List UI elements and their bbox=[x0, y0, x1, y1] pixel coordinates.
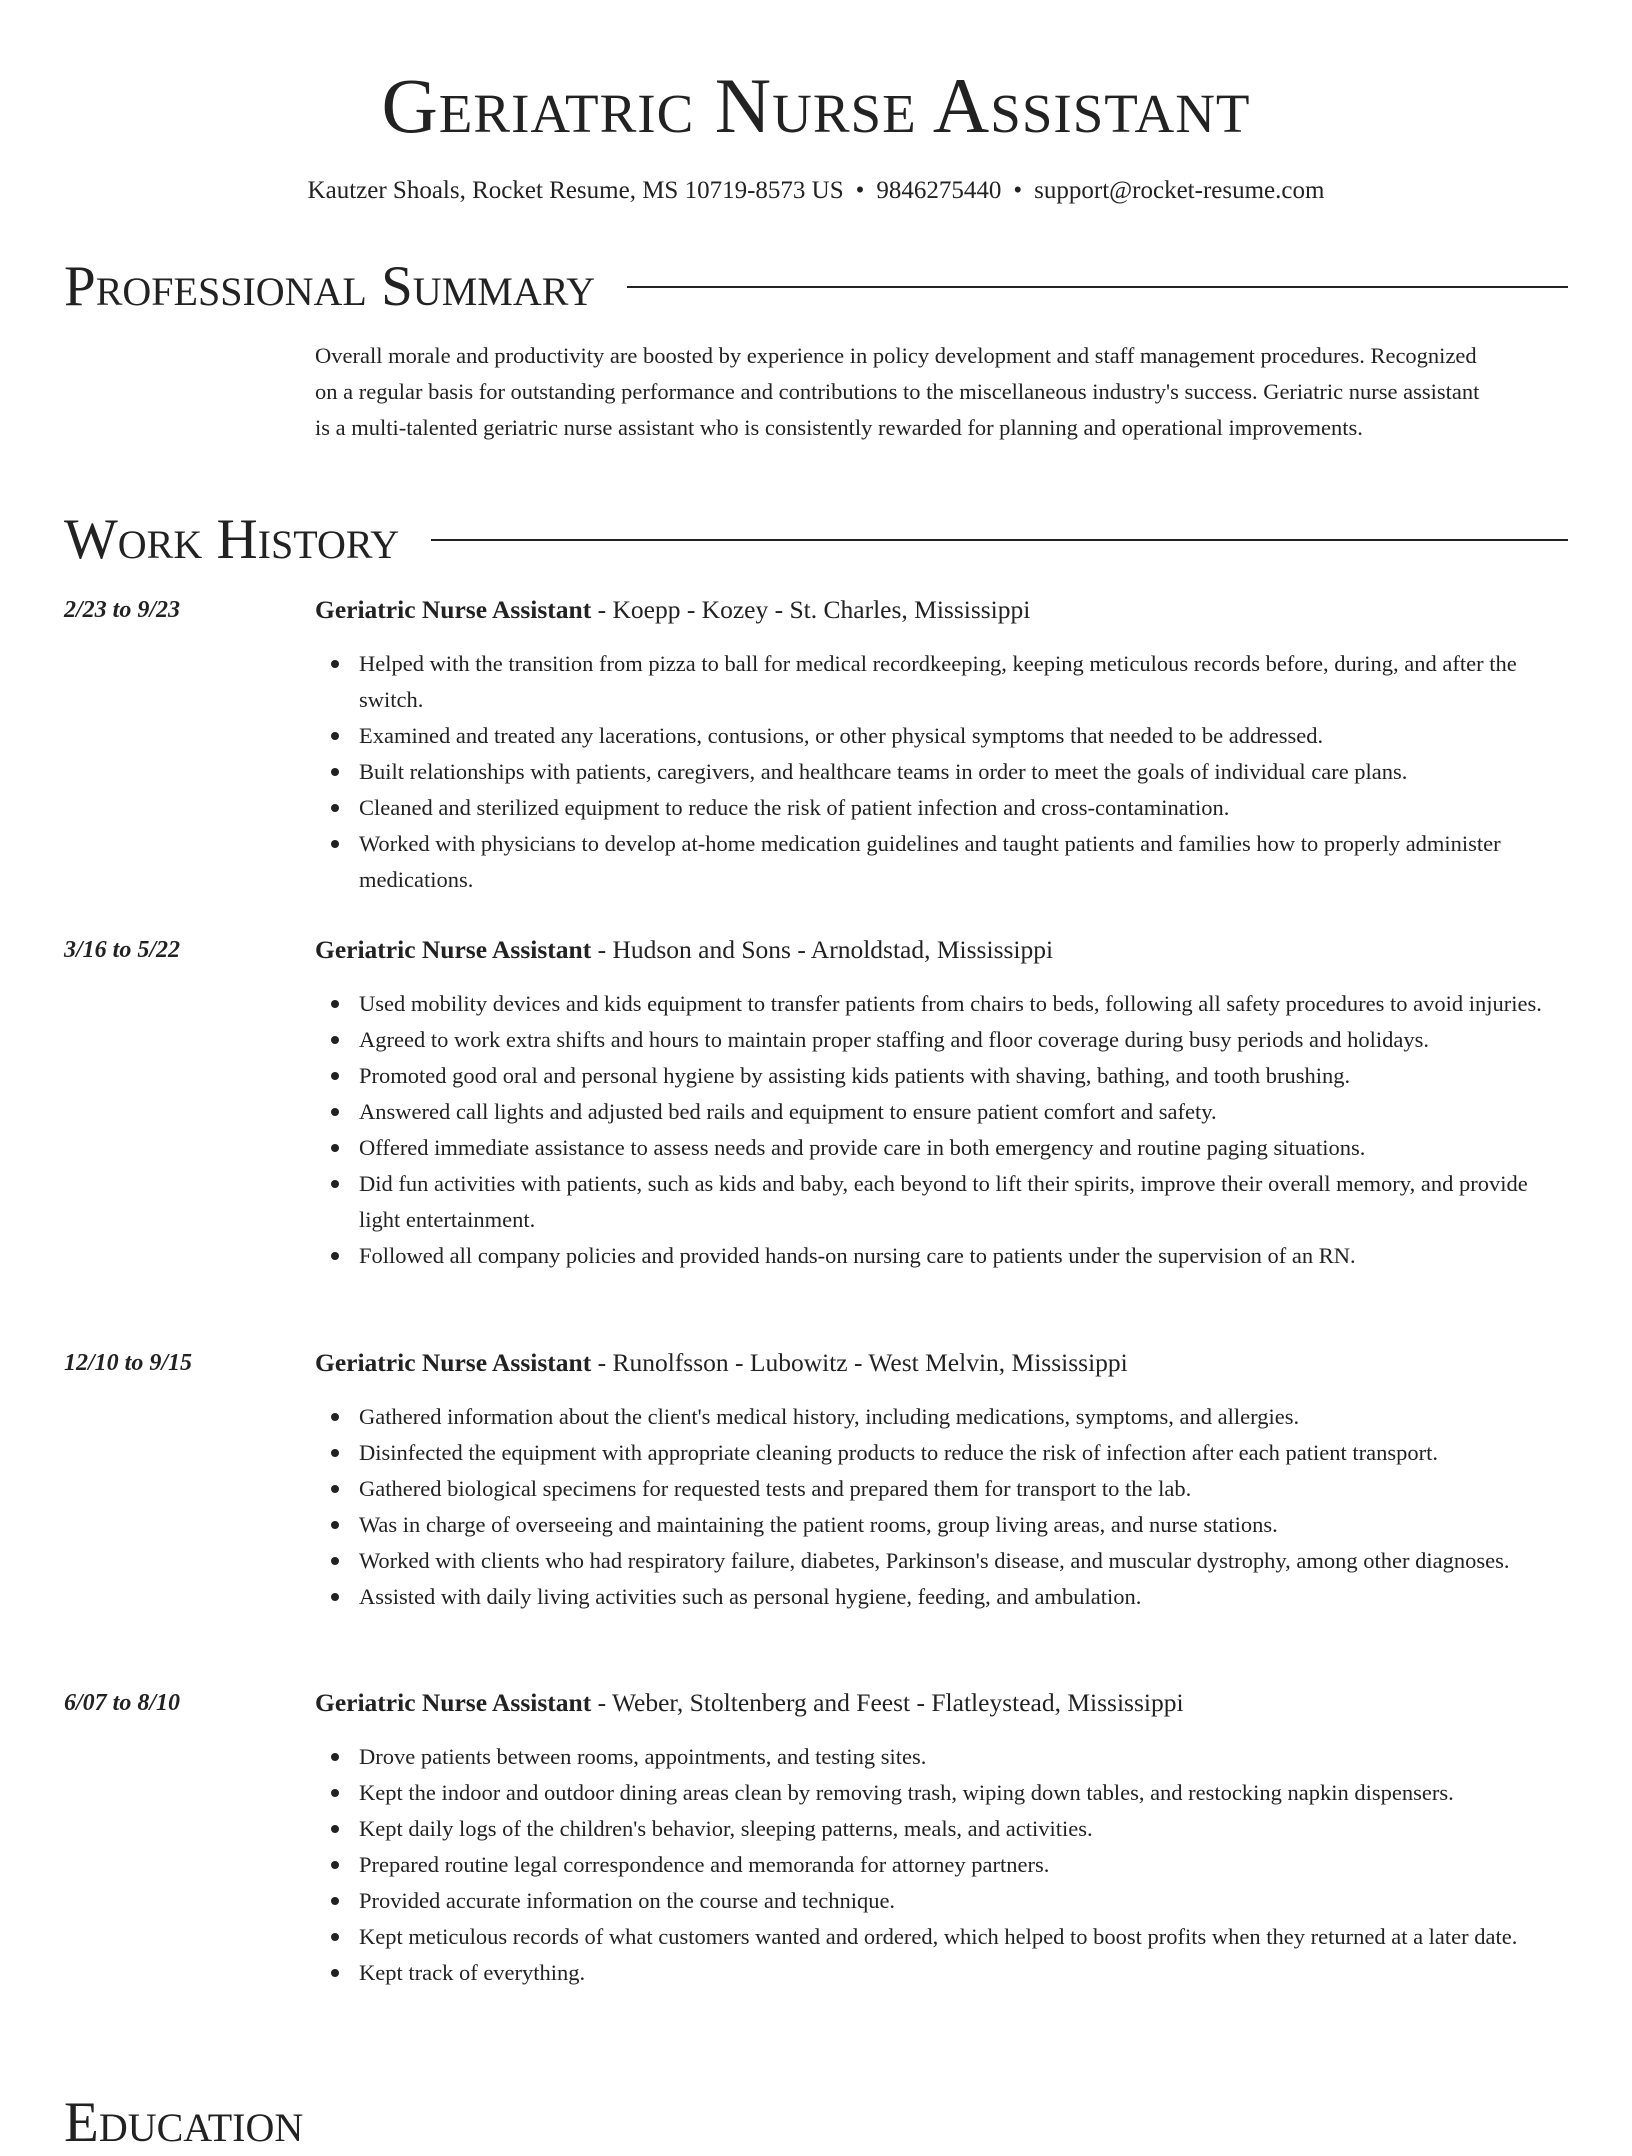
bullet-item: Disinfected the equipment with appropriate cleaning products to reduce the risk of infection after each patient transport. bbox=[359, 1435, 1568, 1471]
job-dates: 12/10 to 9/15 bbox=[64, 1350, 193, 1376]
bullet-item: Assisted with daily living activities such as personal hygiene, feeding, and ambulation. bbox=[359, 1579, 1568, 1615]
job-details: - Hudson and Sons - Arnoldstad, Mississippi bbox=[591, 935, 1054, 964]
job-dates: 3/16 to 5/22 bbox=[64, 937, 181, 963]
education-heading: Education bbox=[64, 2091, 304, 2154]
summary-heading: Professional Summary bbox=[64, 255, 596, 318]
bullet-item: Helped with the transition from pizza to ball for medical recordkeeping, keeping meticulous records before, during, and after the switch. bbox=[359, 646, 1568, 718]
resume-title: Geriatric Nurse Assistant bbox=[381, 62, 1251, 149]
bullet-item: Offered immediate assistance to assess needs and provide care in both emergency and routine paging situations. bbox=[359, 1130, 1568, 1166]
job-title-line bbox=[315, 1345, 1128, 1381]
bullet-item: Kept daily logs of the children's behavior, sleeping patterns, meals, and activities. bbox=[359, 1811, 1568, 1847]
job-details: - Weber, Stoltenberg and Feest - Flatleystead, Mississippi bbox=[591, 1688, 1184, 1717]
section-divider bbox=[627, 286, 1568, 288]
bullet-item: Drove patients between rooms, appointments, and testing sites. bbox=[359, 1739, 1568, 1775]
email: support@rocket-resume.com bbox=[1034, 177, 1325, 204]
job-dates: 6/07 to 8/10 bbox=[64, 1690, 181, 1716]
summary-text: Overall morale and productivity are boosted by experience in policy development and staff management procedures. Recognized on a regular basis for outstanding performance and contributions to the miscellaneous industry's success. Geriatric nurse assistant is a multi-talented geriatric nurse assistant who is consistently rewarded for planning and operational improvements. bbox=[315, 343, 1480, 440]
job-dates: 2/23 to 9/23 bbox=[64, 597, 181, 623]
bullet-item: Kept track of everything. bbox=[359, 1955, 1568, 1991]
bullet-item: Kept the indoor and outdoor dining areas clean by removing trash, wiping down tables, and restocking napkin dispensers. bbox=[359, 1775, 1568, 1811]
job-bullets bbox=[315, 646, 1568, 898]
bullet-item: Worked with physicians to develop at-home medication guidelines and taught patients and families how to properly administer medications. bbox=[359, 826, 1568, 898]
job-bullets bbox=[315, 1739, 1568, 1991]
bullet-item: Agreed to work extra shifts and hours to maintain proper staffing and floor coverage during busy periods and holidays. bbox=[359, 1022, 1568, 1058]
bullet-item: Promoted good oral and personal hygiene by assisting kids patients with shaving, bathing, and tooth brushing. bbox=[359, 1058, 1568, 1094]
job-title-line bbox=[315, 932, 1053, 968]
bullet-item: Answered call lights and adjusted bed rails and equipment to ensure patient comfort and safety. bbox=[359, 1094, 1568, 1130]
bullet-item: Worked with clients who had respiratory failure, diabetes, Parkinson's disease, and muscular dystrophy, among other diagnoses. bbox=[359, 1543, 1568, 1579]
job-title-line bbox=[315, 1685, 1184, 1721]
job-details: - Runolfsson - Lubowitz - West Melvin, Mississippi bbox=[591, 1348, 1128, 1377]
bullet-item: Prepared routine legal correspondence and memoranda for attorney partners. bbox=[359, 1847, 1568, 1883]
bullet-item: Did fun activities with patients, such as kids and baby, each beyond to lift their spirits, improve their overall memory, and provide light entertainment. bbox=[359, 1166, 1568, 1238]
summary-section-header bbox=[64, 254, 1568, 320]
bullet-item: Examined and treated any lacerations, contusions, or other physical symptoms that needed to be addressed. bbox=[359, 718, 1568, 754]
job-role: Geriatric Nurse Assistant bbox=[315, 1688, 592, 1717]
job-role: Geriatric Nurse Assistant bbox=[315, 595, 592, 624]
work-history-heading: Work History bbox=[64, 508, 400, 571]
bullet-item: Followed all company policies and provided hands-on nursing care to patients under the supervision of an RN. bbox=[359, 1238, 1568, 1274]
job-details: - Koepp - Kozey - St. Charles, Mississippi bbox=[591, 595, 1031, 624]
job-role: Geriatric Nurse Assistant bbox=[315, 1348, 592, 1377]
bullet-item: Gathered biological specimens for requested tests and prepared them for transport to the lab. bbox=[359, 1471, 1568, 1507]
contact-line bbox=[0, 175, 1632, 207]
bullet-item: Cleaned and sterilized equipment to reduce the risk of patient infection and cross-contamination. bbox=[359, 790, 1568, 826]
bullet-item: Provided accurate information on the course and technique. bbox=[359, 1883, 1568, 1919]
job-title-line bbox=[315, 592, 1030, 628]
address: Kautzer Shoals, Rocket Resume, MS 10719-8573 US bbox=[307, 177, 844, 204]
phone: 9846275440 bbox=[876, 177, 1002, 204]
separator-dot: • bbox=[1013, 177, 1023, 204]
job-role: Geriatric Nurse Assistant bbox=[315, 935, 592, 964]
bullet-item: Built relationships with patients, caregivers, and healthcare teams in order to meet the goals of individual care plans. bbox=[359, 754, 1568, 790]
bullet-item: Gathered information about the client's medical history, including medications, symptoms, and allergies. bbox=[359, 1399, 1568, 1435]
job-bullets bbox=[315, 1399, 1568, 1615]
bullet-item: Used mobility devices and kids equipment to transfer patients from chairs to beds, following all safety procedures to avoid injuries. bbox=[359, 986, 1568, 1022]
bullet-item: Kept meticulous records of what customers wanted and ordered, which helped to boost profits when they returned at a later date. bbox=[359, 1919, 1568, 1955]
separator-dot: • bbox=[855, 177, 865, 204]
work-history-section-header bbox=[64, 507, 1568, 573]
bullet-item: Was in charge of overseeing and maintaining the patient rooms, group living areas, and nurse stations. bbox=[359, 1507, 1568, 1543]
section-divider bbox=[431, 539, 1568, 541]
job-bullets bbox=[315, 986, 1568, 1274]
